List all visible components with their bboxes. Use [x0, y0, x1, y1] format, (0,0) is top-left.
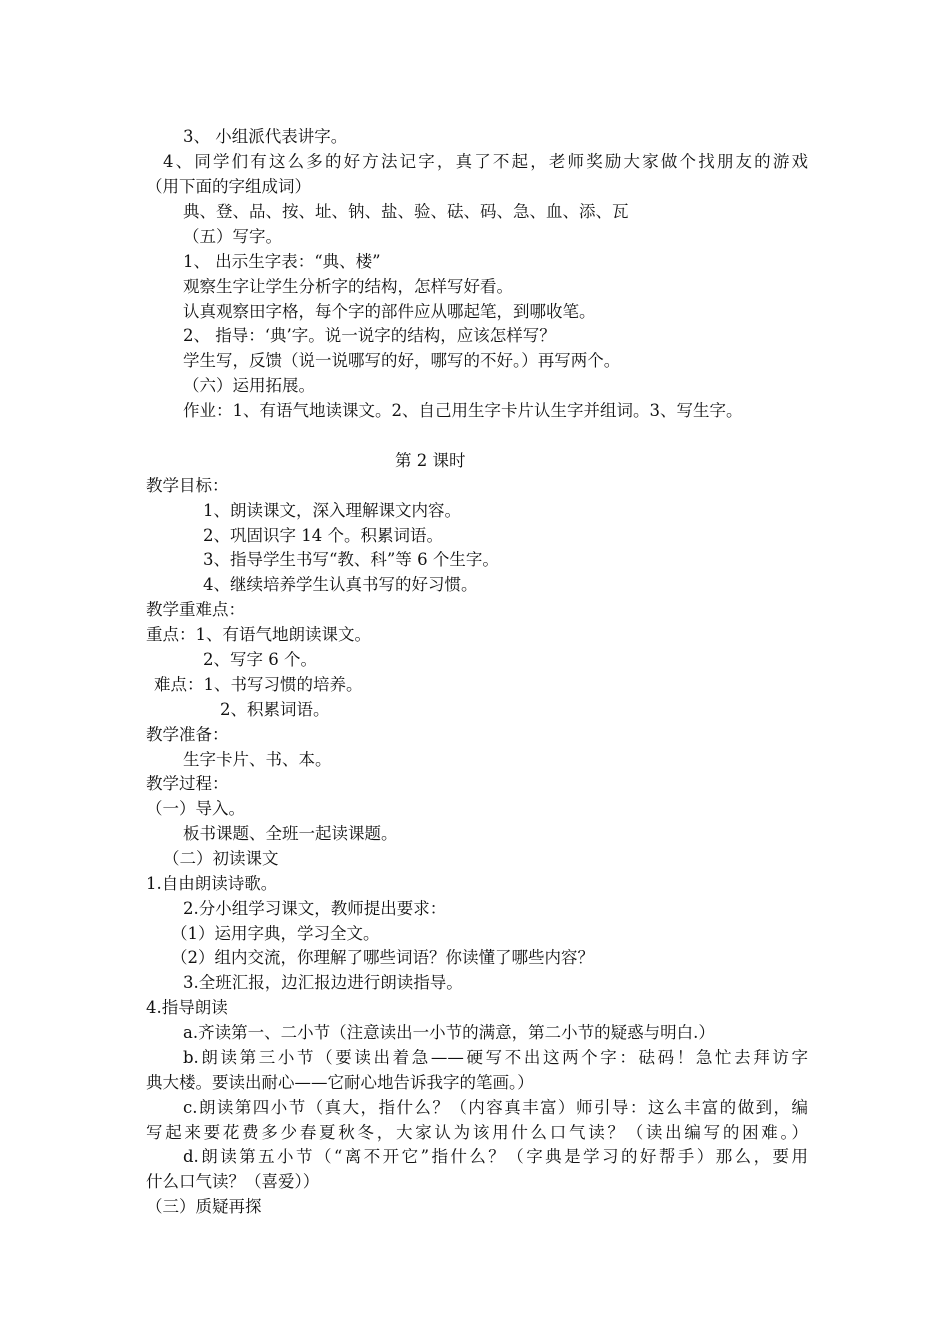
text-line: 作业：1、有语气地读课文。2、自己用生字卡片认生字并组词。3、写生字。: [183, 401, 743, 420]
text-line: b.朗读第三小节（要读出着急——硬写不出这两个字：砝码！急忙去拜访字: [183, 1048, 808, 1067]
list-item: 3、指导学生书写“教、科”等 6 个生字。: [203, 550, 499, 569]
text-line: 1.自由朗读诗歌。: [146, 874, 278, 893]
section-heading: （六）运用拓展。: [183, 376, 315, 395]
text-line: 生字卡片、书、本。: [183, 750, 332, 769]
text-line: 4.指导朗读: [146, 998, 228, 1017]
section-heading: （五）写字。: [183, 227, 282, 246]
text-line: 板书课题、全班一起读课题。: [183, 824, 398, 843]
text-line: 典、登、品、按、址、钠、盐、验、砝、码、急、血、添、瓦: [183, 202, 629, 221]
section-heading: （一）导入。: [146, 799, 245, 818]
heading: 教学过程：: [146, 774, 229, 793]
text-line: 4、同学们有这么多的好方法记字，真了不起，老师奖励大家做个找朋友的游戏: [163, 152, 808, 171]
text-line: 3、 小组派代表讲字。: [183, 127, 348, 146]
text-line: 典大楼。要读出耐心——它耐心地告诉我字的笔画。）: [146, 1073, 534, 1092]
text-line: 2、写字 6 个。: [203, 650, 317, 669]
list-item: 1、朗读课文，深入理解课文内容。: [203, 501, 461, 520]
text-line: a.齐读第一、二小节（注意读出一小节的满意，第二小节的疑惑与明白.）: [183, 1023, 715, 1042]
list-item: 4、继续培养学生认真书写的好习惯。: [203, 575, 478, 594]
text-line: 难点：1、书写习惯的培养。: [154, 675, 363, 694]
text-line: 学生写，反馈（说一说哪写的好，哪写的不好。）再写两个。: [183, 351, 621, 370]
text-line: 3.全班汇报，边汇报边进行朗读指导。: [183, 973, 463, 992]
section-heading: （三）质疑再探: [146, 1197, 262, 1216]
text-line: （2）组内交流，你理解了哪些词语？你读懂了哪些内容？: [171, 948, 594, 967]
text-line: 什么口气读？（喜爱））: [146, 1172, 320, 1191]
heading: 教学准备：: [146, 725, 229, 744]
text-line: 观察生字让学生分析字的结构，怎样写好看。: [183, 277, 513, 296]
text-line: 认真观察田字格，每个字的部件应从哪起笔，到哪收笔。: [183, 302, 596, 321]
section-heading: （二）初读课文: [163, 849, 279, 868]
text-line: 2、积累词语。: [220, 700, 330, 719]
text-line: 1、 出示生字表：“典、楼”: [183, 252, 381, 271]
text-line: （用下面的字组成词）: [146, 177, 311, 196]
text-line: 2.分小组学习课文，教师提出要求：: [183, 899, 447, 918]
heading: 教学重难点：: [146, 600, 245, 619]
text-line: 2、 指导：‘典’字。说一说字的结构，应该怎样写？: [183, 326, 556, 345]
text-line: 重点：1、有语气地朗读课文。: [146, 625, 371, 644]
text-line: （1）运用字典，学习全文。: [171, 924, 380, 943]
text-line: 写起来要花费多少春夏秋冬，大家认为该用什么口气读？（读出编写的困难。）: [146, 1123, 808, 1142]
list-item: 2、巩固识字 14 个。积累词语。: [203, 526, 443, 545]
heading: 教学目标：: [146, 476, 229, 495]
text-line: d.朗读第五小节（“离不开它”指什么？（字典是学习的好帮手）那么，要用: [183, 1147, 808, 1166]
lesson-title: 第 2 课时: [395, 451, 466, 470]
text-line: c.朗读第四小节（真大，指什么？（内容真丰富）师引导：这么丰富的做到，编: [183, 1098, 808, 1117]
